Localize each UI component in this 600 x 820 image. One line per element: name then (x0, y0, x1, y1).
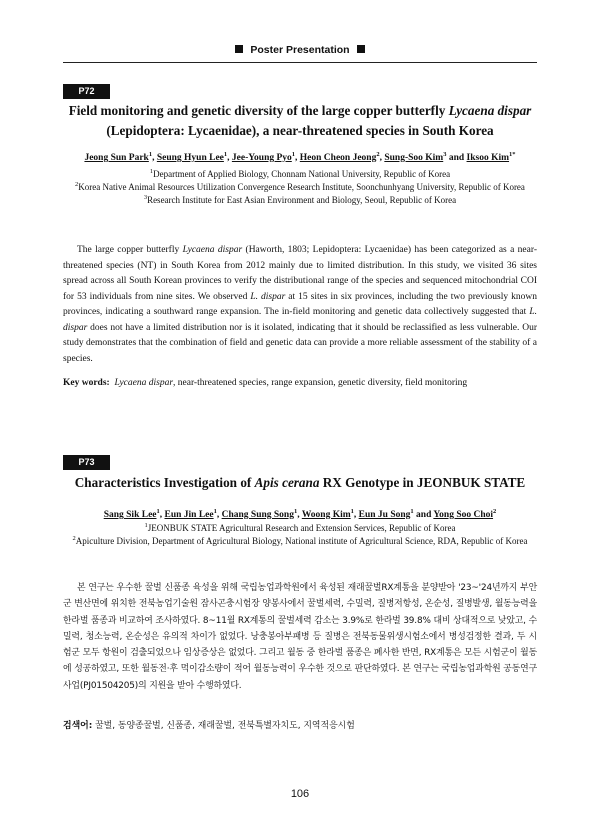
author-name: Eun Ju Song (358, 510, 411, 520)
author-sup: 1* (509, 150, 516, 158)
author-sup: 2 (493, 507, 497, 515)
author-sup: 1 (293, 507, 298, 515)
author-name: Woong Kim (301, 510, 351, 520)
author-name: Seung Hyun Lee (156, 153, 224, 163)
poster-tag-p72: P72 (63, 84, 110, 99)
header-rule (63, 62, 537, 63)
affiliation (60, 535, 540, 548)
poster-tag-p73: P73 (63, 455, 110, 470)
poster-title-p73 (63, 473, 537, 493)
author-name: Sang Sik Lee (103, 510, 157, 520)
abstract-p73: 본 연구는 우수한 꿀벌 신품종 육성을 위해 국립농업과학원에서 육성된 재래꿀벌RX계통을 분양받아 '23~'24년까지 부안군 변산면에 위치한 전북농업기술원 잠사곤충시험장 양봉사에서 꿀벌세력, 수밀력, 질병저항성, 온순성, 질병발생, 월동능력을 한라벌 품종과 비교하여 조사하였다. 8~11월 RX계통의 꿀벌세력 감소는 3.9%로 한라벌 39.8% 대비 상대적으로 낮았고, 수밀력, 청소능력, 온순성은 유의적 차이가 없었다. 낭충봉아부패병 등 질병은 전북동물위생시험소에서 병성검정한 결과, 두 시험군 모두 항원이 검출되었으나 임상증상은 없었다. 그리고 월동 중 한라벌 품종은 폐사한 반면, RX계통은 모든 시험군이 월동에 성공하였고, 또한 월동전·후 먹이감소량이 적어 월동능력이 우수한 것으로 판단하였다. 본 연구는 국립농업과학원 공동연구사업(PJ01504205)의 지원을 받아 수행하였다. (63, 583, 537, 691)
author-sup: 1 (223, 150, 228, 158)
author-name: Jeong Sun Park (84, 153, 149, 163)
title-text: Characteristics Investigation of (74, 475, 255, 490)
abstract-text: does not have a limited distribution nor is it isolated, indicating that it should be reclassified as less vulnerable. Our study demonstrates that the combination of field and genetic data can provide a more reliable assessment of the stability of a species. (63, 322, 537, 364)
author-name: Heon Cheon Jeong (299, 153, 377, 163)
author-name: Jee-Young Pyo (231, 153, 292, 163)
species-name: L. dispar (63, 307, 537, 333)
square-bullet-icon (357, 45, 365, 53)
author-sup: 3 (443, 150, 447, 158)
author-name: Chang Sung Song (221, 510, 294, 520)
abstract-text: (Haworth, 1803; Lepidoptera: Lycaenidae) has been categorized as a near-threatened species (NT) in South Korea from 2012 mainly due to limited distribution. In this study, we visited 36 sites spread across all South Korean provinces to verify the distributional range of the species and sequenced mitochondrial COI for 53 individuals from nine sites. We observed (63, 245, 537, 302)
keywords-label: Key words: (63, 378, 110, 388)
author-sup: 1 (410, 507, 414, 515)
author-sup: 1 (350, 507, 354, 515)
author-sup: 1 (148, 150, 153, 158)
affiliation (60, 194, 540, 207)
keywords-text: 꿀벌, 동양종꿀벌, 신품종, 재래꿀벌, 전북특별자치도, 지역적응시험 (92, 721, 355, 731)
affiliation (60, 522, 540, 535)
author-list-p73: Sang Sik Lee$^1$, Eun Jin Lee$^1$, Chang Sung Song$^1$, Woong Kim$^1$, Eun Ju Song$^1$ and Yong Soo Choi$^2$ (103, 507, 497, 520)
abstract-text: at 15 sites in six provinces, including the two previously known provinces, indicating a southward range expansion. The in-field monitoring and genetic data collectively suggested that (63, 291, 537, 317)
author-name: Sung-Soo Kim (384, 153, 444, 163)
author-sup: 1 (213, 507, 217, 515)
affiliation-sup: 2 (72, 535, 76, 542)
author-sup: 1 (156, 507, 160, 515)
affiliation-sup: 1 (144, 522, 148, 529)
affiliation (60, 181, 540, 194)
title-text: Field monitoring and genetic diversity of the large copper butterfly (68, 103, 449, 118)
affiliation-sup: 1 (149, 168, 154, 175)
affiliation (60, 168, 540, 181)
affiliation-text: Apiculture Division, Department of Agricultural Biology, National institute of Agricultural Science, RDA, Republic of Korea (75, 536, 528, 546)
square-bullet-icon (235, 45, 243, 53)
keywords-p72 (63, 376, 537, 390)
keywords-label: 검색어: (63, 721, 93, 731)
section-header-label: Poster Presentation (250, 44, 350, 56)
keyword-species: Lycaena dispar (114, 378, 174, 388)
page-number: 106 (290, 788, 310, 800)
abstract-text: The large copper butterfly (77, 245, 183, 255)
affiliations-p72 (60, 168, 540, 207)
section-header (0, 44, 600, 56)
affiliation-sup: 2 (75, 181, 79, 188)
affiliation-text: JEONBUK STATE Agricultural Research and Extension Services, Republic of Korea (147, 523, 456, 533)
author-list-p72: Jeong Sun Park$^1$, Seung Hyun Lee$^1$, Jee-Young Pyo$^1$, Heon Cheon Jeong$^2$, Sung-Soo Kim$^3$ and Iksoo Kim$^{1*}$ (84, 150, 516, 163)
affiliation-text: Department of Applied Biology, Chonnam National University, Republic of Korea (153, 169, 451, 179)
author-name: Eun Jin Lee (164, 510, 214, 520)
title-species: Lycaena dispar (448, 103, 532, 118)
affiliation-text: Korea Native Animal Resources Utilization Convergence Research Institute, Soonchunhyang University, Republic of Korea (78, 182, 525, 192)
author-name: Yong Soo Choi (433, 510, 494, 520)
affiliation-sup: 3 (143, 194, 148, 201)
affiliation-text: Research Institute for East Asian Environment and Biology, Seoul, Republic of Korea (147, 195, 457, 205)
keywords-p73 (63, 718, 537, 731)
author-name: Iksoo Kim (466, 153, 510, 163)
keywords-text: , near-threatened species, range expansion, genetic diversity, field monitoring (173, 378, 468, 388)
affiliations-p73 (60, 522, 540, 548)
title-text-2: (Lepidoptera: Lycaenidae), a near-threatened species in South Korea (106, 123, 494, 138)
species-name: L. dispar (250, 291, 286, 302)
author-sup: 2 (376, 150, 380, 158)
poster-title-p72 (63, 101, 537, 141)
title-text-2: RX Genotype in JEONBUK STATE (319, 475, 526, 490)
abstract-p72 (63, 243, 537, 367)
title-species: Apis cerana (254, 475, 320, 490)
species-name: Lycaena dispar (182, 245, 243, 255)
author-sup: 1 (291, 150, 296, 158)
